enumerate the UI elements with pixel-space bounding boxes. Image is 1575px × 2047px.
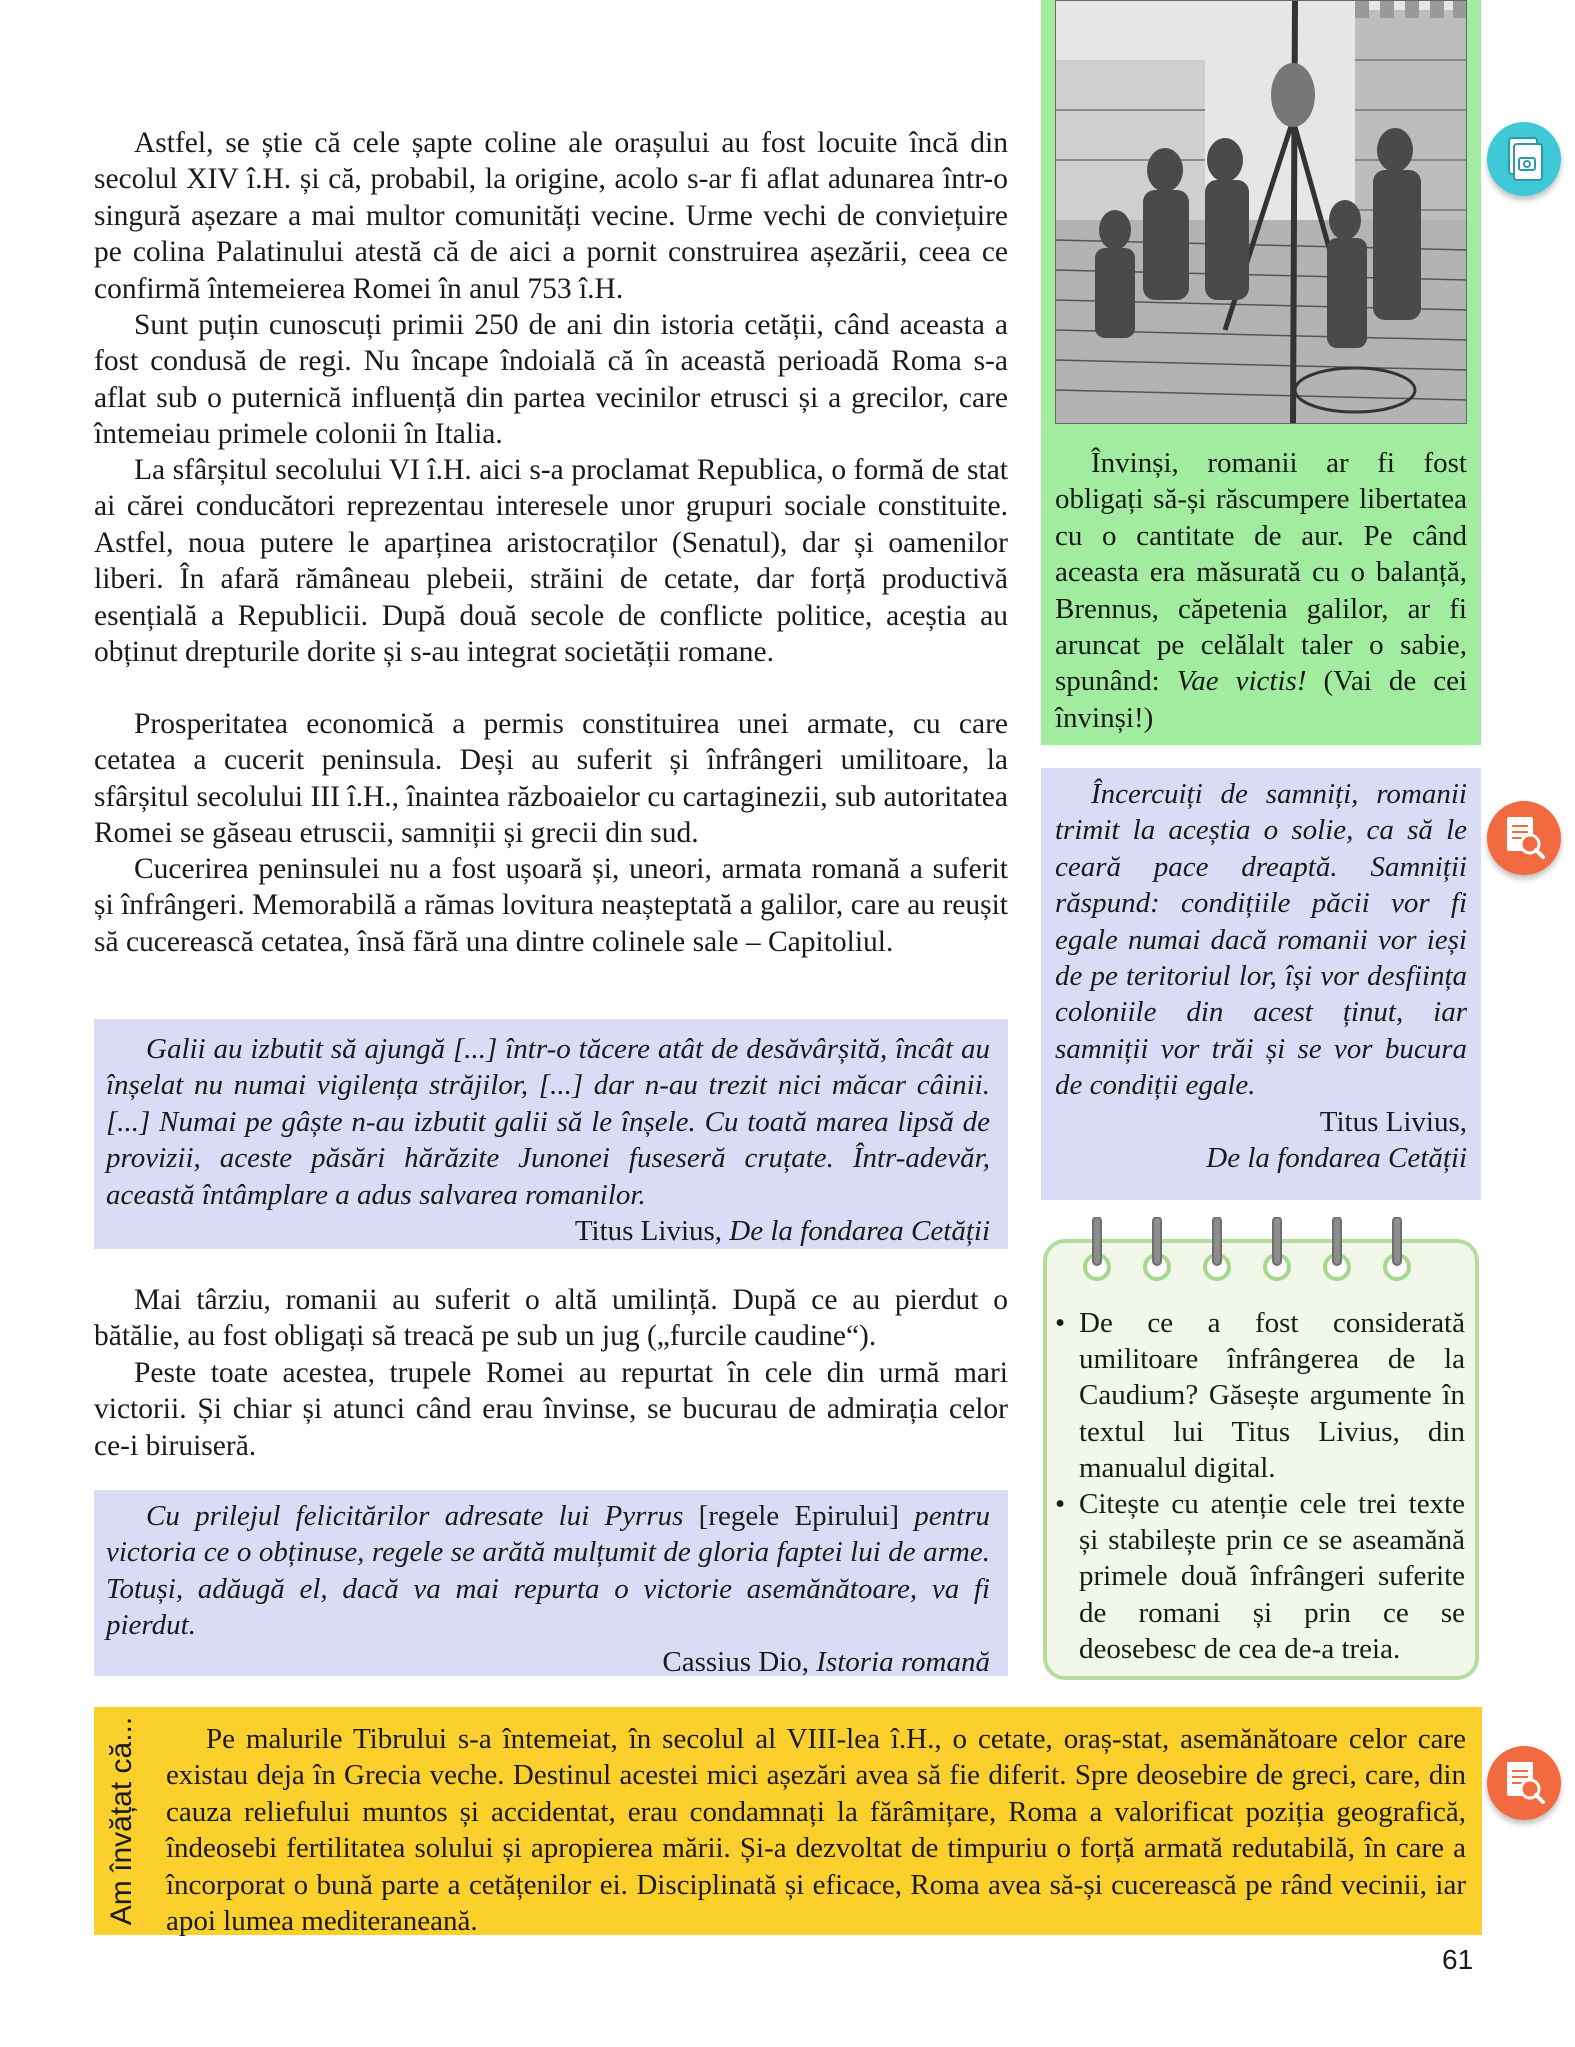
paragraph-origins: Astfel, se știe că cele șapte coline ale orașului au fost locuite încă din secolul XIV î.H. și că, probabil, la origine, acolo s-ar fi aflat adunarea într-o singură așezare a mai multor comunități vecine. Urme vechi de conviețuire pe colina Palatinului atestă că de aici a pornit construirea așezării, ceea ce confirmă întemeierea Romei în anul 753 î.H. — [94, 127, 1008, 305]
summary-tab-label: Am învățat că... — [105, 1716, 138, 1926]
summary-side-tab — [94, 1707, 150, 1935]
quote-pyrrus-text — [106, 1498, 990, 1644]
gallery-button[interactable] — [1487, 122, 1561, 196]
paragraph-victories: Peste toate acestea, trupele Romei au repurtat în cele din urmă mari victorii. Și chiar și atunci când erau învinse, se bucurau de admirația celor ce-i biruiseră. — [94, 1357, 1008, 1462]
quote-box-samniti — [1041, 768, 1481, 1200]
quote-galli-work: De la fondarea Cetății — [729, 1215, 990, 1248]
quote-box-galli — [94, 1019, 1008, 1249]
quote-pyrrus-text-c: pentru victoria ce o obținuse, regele se arătă mulțumit de gloria faptei lui de arme. Totuși, adăugă el, dacă va mai repurta o victorie asemănătoare, va fi pierdut. — [106, 1500, 991, 1642]
summary-text: Pe malurile Tibrului s-a întemeiat, în secolul al VIII-lea î.H., o cetate, oraș-stat, asemănătoare celor care existau deja în Grecia veche. Destinul acestei mici așezări avea să fie diferit. Spre deosebire de greci, care, din cauza reliefului muntos și accidentat, erau condamnați la fărâmițare, Roma a valorificat poziția geografică, îndeosebi fertilitatea solului și apropierea mării. Și-a dezvoltat de timpuriu o forță armată redutabilă, în care a încorporat o bună parte a cetățenilor ei. Disciplinată și eficace, Roma avea să-și cucerească pe rând vecinii, iar apoi lumea mediteraneană. — [166, 1723, 1466, 1938]
quote-samniti-author: Titus Livius, — [1319, 1105, 1467, 1138]
quote-pyrrus-text-a: Cu prilejul felicitărilor adresate lui Pyrrus — [146, 1500, 699, 1532]
sidebar-green-box — [1041, 0, 1481, 745]
summary-box — [94, 1707, 1482, 1938]
quote-galli-author: Titus Livius, — [574, 1215, 730, 1248]
search-document-icon — [1487, 801, 1561, 875]
green-box-text-b: (Vai de cei învinși!) — [1055, 665, 1467, 734]
notebook-task-box — [1043, 1239, 1479, 1680]
quote-box-pyrrus — [94, 1490, 1008, 1676]
search-document-button[interactable] — [1487, 1746, 1561, 1820]
green-box-text-a: Învinși, romanii ar fi fost obligați să-și răscumpere libertatea cu o cantitate de aur. Pe când aceasta era măsurată cu o balanță, Brennus, căpetenia galilor, ar fi aruncat pe celălalt taler o sabie, spunând: — [1055, 447, 1467, 698]
green-box-text — [1055, 445, 1467, 736]
task-item: • De ce a fost considerată umilitoare înfrângerea de la Caudium? Găsește argumente în textul lui Titus Livius, din manualul digital. — [1055, 1305, 1465, 1486]
quote-pyrrus-bracket: [regele Epirului] — [698, 1500, 900, 1532]
search-document-icon — [1487, 1746, 1561, 1820]
green-box-vae-victis: Vae victis! — [1176, 665, 1307, 698]
quote-galli-source — [106, 1213, 990, 1249]
search-document-button[interactable] — [1487, 801, 1561, 875]
quote-pyrrus-work: Istoria romană — [816, 1645, 990, 1678]
spiral-binding-icon — [1047, 1217, 1475, 1287]
quote-pyrrus-source — [106, 1644, 990, 1680]
quote-samniti-work: De la fondarea Cetății — [1206, 1142, 1467, 1175]
paragraph-republic: La sfârșitul secolului VI î.H. aici s-a proclamat Republica, o formă de stat ai cărei conducători reprezentau interesele unor grupuri sociale constituite. Astfel, noua putere le aparținea aristocraților (Senatul), dar și oamenilor liberi. În afară rămâneau plebeii, străini de cetate, dar forță productivă esențială a Republicii. După două secole de conflicte politice, aceștia au obținut drepturile dorite și s-au integrat societății romane. — [94, 454, 1008, 669]
quote-samniti-text: Încercuiți de samniți, romanii trimit la aceștia o solie, ca să le ceară pace dreaptă. Samniții răspund: condițiile păcii vor fi egale numai dacă romanii vor ieși de pe teritoriul lor, își vor desființa coloniile din acest ținut, iar samniții vor trăi și se vor bucura de condiții egale. — [1055, 778, 1467, 1102]
quote-pyrrus-author: Cassius Dio, — [662, 1645, 817, 1678]
paragraph-kings: Sunt puțin cunoscuți primii 250 de ani din istoria cetății, când aceasta a fost condusă de regi. Nu încape îndoială că în această perioadă Roma s-a aflat sub o puternică influență din partea vecinilor etrusci și a grecilor, care întemeiau primele colonii în Italia. — [94, 309, 1008, 451]
quote-galli-text: Galii au izbutit să ajungă [...] într-o tăcere atât de desăvârșită, încât au înșelat nu numai vigilența străjilor, [...] dar n-au trezit nici măcar câinii. [...] Numai pe gâște n-au izbutit galii să le înșele. Cu toată marea lipsă de provizii, aceste păsări hărăzite Junonei fuseseră cruțate. Într-adevăr, această întâmplare a adus salvarea romanilor. — [106, 1033, 990, 1211]
paragraph-caudine: Mai târziu, romanii au suferit o altă umilință. După ce au pierdut o bătălie, au fost obligați să treacă pe sub un jug („furcile caudine“). — [94, 1284, 1008, 1353]
engraving-illustration — [1055, 0, 1467, 424]
task-list — [1055, 1305, 1465, 1667]
task-item: • Citește cu atenție cele trei texte și stabilește prin ce se aseamănă primele două înfrângeri suferite de romani și prin ce se deosebesc de cea de-a treia. — [1055, 1486, 1465, 1667]
paragraph-army: Prosperitatea economică a permis constituirea unei armate, cu care cetatea a cucerit peninsula. Deși au suferit și înfrângeri umilitoare, la sfârșitul secolului III î.H., înaintea războaielor cu cartaginezii, sub autoritatea Romei se găseau etruscii, samniții și grecii din sud. — [94, 708, 1008, 850]
gallery-icon — [1487, 122, 1561, 196]
page-number: 61 — [1442, 1944, 1474, 1975]
paragraph-conquest: Cucerirea peninsulei nu a fost ușoară și, uneori, armata romană a suferit și înfrângeri. Memorabilă a rămas lovitura neașteptată a galilor, care au reușit să cucerească cetatea, însă fără una dintre colinele sale – Capitoliul. — [94, 853, 1008, 958]
